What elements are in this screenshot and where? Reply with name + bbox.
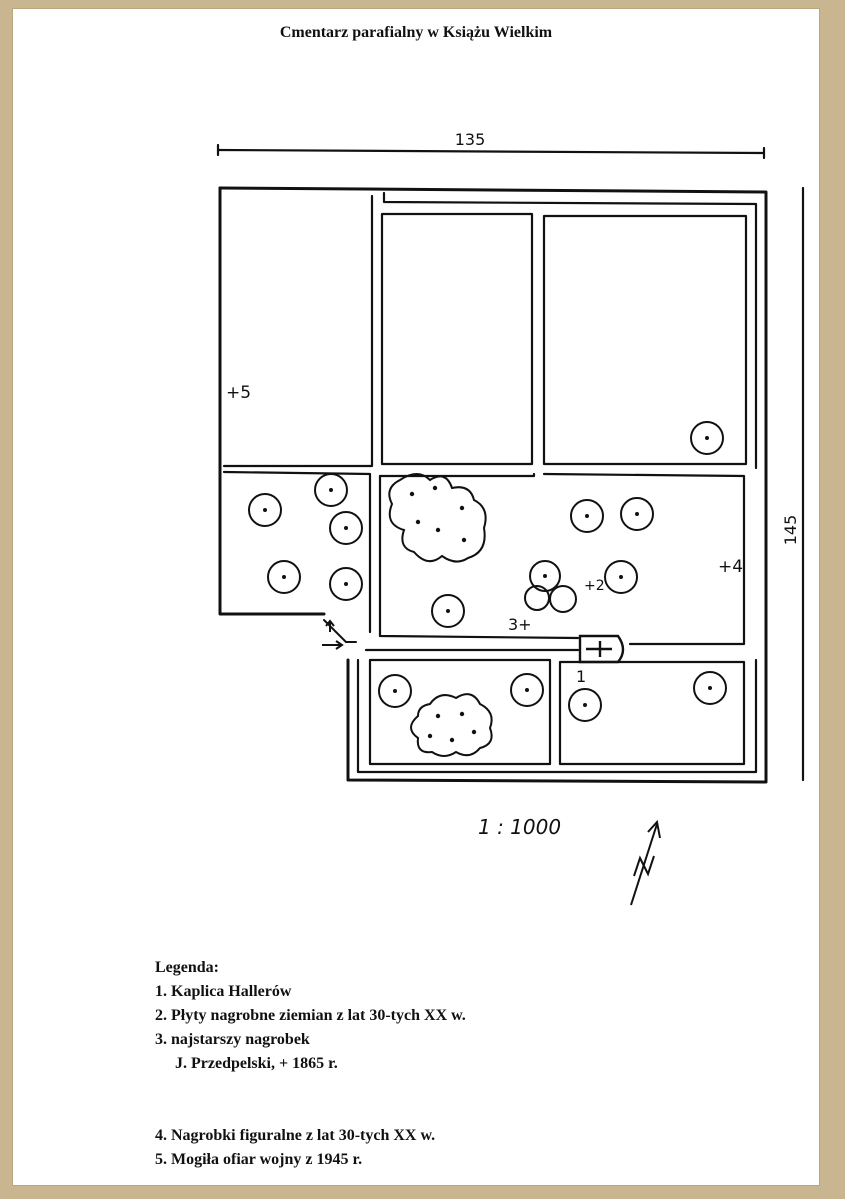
tree-icon: [511, 674, 543, 706]
legend-item: 3. najstarszy nagrobek: [155, 1031, 310, 1048]
top-path: [384, 193, 756, 468]
cemetery-boundary: [220, 188, 766, 782]
plot-upper-left: [224, 196, 372, 466]
chapel-icon: [580, 636, 623, 662]
plot-lower-main: [380, 476, 578, 638]
marker-4: +4: [718, 557, 744, 577]
plot-bottom-right: [560, 662, 744, 764]
plot-upper-right: [544, 216, 746, 464]
legend-item: 2. Płyty nagrobne ziemian z lat 30-tych XX w.: [155, 1007, 466, 1024]
tree-cluster-icon: [389, 474, 485, 562]
tree-icon: [249, 494, 281, 526]
map-title: Cmentarz parafialny w Książu Wielkim: [279, 24, 553, 41]
tree-icon: [571, 500, 603, 532]
tree-icon: [379, 675, 411, 707]
tree-icon: [694, 672, 726, 704]
plot-upper-middle: [382, 214, 532, 464]
tree-icon: [315, 474, 347, 506]
height-dimension-label: 145: [781, 514, 800, 546]
legend-item: 5. Mogiła ofiar wojny z 1945 r.: [155, 1151, 363, 1168]
north-arrow-icon: [631, 822, 660, 905]
tree-icon: [330, 512, 362, 544]
tree-icon: [621, 498, 653, 530]
legend-item: 1. Kaplica Hallerów: [155, 983, 292, 1000]
width-dimension-line: [218, 145, 764, 158]
tree-icon: [605, 561, 637, 593]
tree-icon: [268, 561, 300, 593]
legend-spacer: [155, 1076, 466, 1124]
legend: [155, 956, 466, 1172]
marker-1: 1: [576, 667, 587, 686]
legend-heading: Legenda:: [155, 959, 219, 976]
marker-2: +2: [584, 578, 605, 594]
scale-label: 1 : 1000: [478, 815, 562, 839]
legend-item: J. Przedpelski, + 1865 r.: [175, 1055, 338, 1072]
legend-item: 4. Nagrobki figuralne z lat 30-tych XX w.: [155, 1127, 436, 1144]
plot-lower-left: [224, 472, 370, 632]
marker-5: +5: [226, 383, 252, 403]
tree-icon: [550, 586, 576, 612]
width-dimension-label: 135: [454, 130, 486, 149]
tree-icon: [330, 568, 362, 600]
marker-3: 3+: [508, 615, 532, 634]
tree-cluster-icon: [411, 694, 492, 756]
tree-icon: [432, 595, 464, 627]
tree-icon: [691, 422, 723, 454]
tree-icon: [569, 689, 601, 721]
